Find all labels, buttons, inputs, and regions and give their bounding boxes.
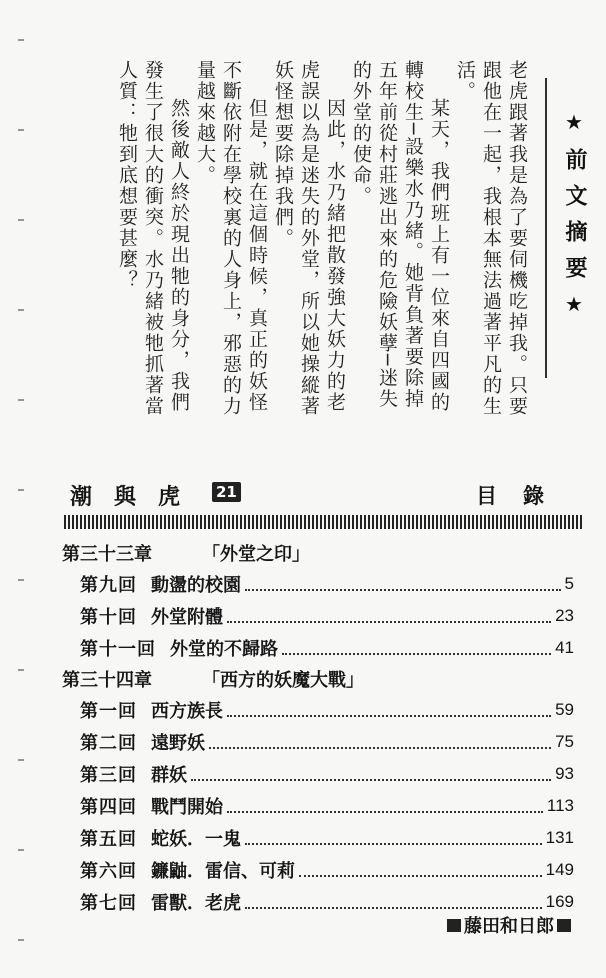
toc-episode-row xyxy=(62,854,574,886)
toc-episode-row xyxy=(62,632,574,664)
synopsis-paragraph: 因此，水乃緒把散發強大妖力的老虎誤以為是迷失的外堂，所以她操縱著妖怪想要除掉我們。 xyxy=(272,60,346,417)
episode-number: 第十回 xyxy=(80,607,137,628)
toc-chapter-row xyxy=(62,538,574,568)
toc-episode-row xyxy=(62,822,574,854)
toc-episode-row xyxy=(62,600,574,632)
dot-leader xyxy=(227,714,551,717)
synopsis-paragraph: 然後敵人終於現出牠的身分，我們發生了很大的衝突。水乃緒被牠抓著當人質：牠到底想要甚麼？ xyxy=(116,60,190,417)
toc-episode-row xyxy=(62,758,574,790)
episode-number: 第四回 xyxy=(80,797,137,818)
dot-leader xyxy=(245,588,561,591)
episode-title: 西方族長 xyxy=(151,701,223,722)
contents-label: 目錄 xyxy=(476,484,570,508)
star-icon: ★ xyxy=(562,110,586,148)
dot-leader xyxy=(282,652,551,655)
episode-title: 遠野妖 xyxy=(151,733,205,754)
star-icon: ★ xyxy=(562,292,586,330)
synopsis-text xyxy=(100,60,530,420)
episode-number: 第六回 xyxy=(80,861,137,882)
toc-episode-row xyxy=(62,726,574,758)
episode-title: 戰鬥開始 xyxy=(151,797,223,818)
dot-leader xyxy=(227,620,551,623)
table-of-contents xyxy=(62,538,574,918)
toc-episode-row xyxy=(62,790,574,822)
dot-leader xyxy=(209,746,551,749)
synopsis-title xyxy=(550,110,590,330)
toc-header xyxy=(70,478,580,514)
episode-number: 第九回 xyxy=(80,575,137,596)
page-number: 5 xyxy=(564,574,574,593)
synopsis-paragraph: 老虎跟著我是為了要伺機吃掉我。只要跟他在一起，我根本無法過著平凡的生活。 xyxy=(454,60,528,417)
episode-number: 第二回 xyxy=(80,733,137,754)
dot-leader xyxy=(299,874,542,877)
episode-title: 外堂附體 xyxy=(151,607,223,628)
toc-chapter-row xyxy=(62,664,574,694)
page-number: 41 xyxy=(555,638,574,657)
toc-episode-row xyxy=(62,694,574,726)
chapter-title: 「西方的妖魔大戰」 xyxy=(202,670,364,691)
author-name: 藤田和日郎 xyxy=(464,916,554,937)
author-credit xyxy=(444,912,574,938)
dot-leader xyxy=(245,906,542,909)
episode-number: 第一回 xyxy=(80,701,137,722)
dot-leader xyxy=(227,810,543,813)
episode-title: 雷獸．老虎 xyxy=(151,893,241,914)
page-number: 149 xyxy=(545,860,574,879)
page-number: 93 xyxy=(555,764,574,783)
synopsis-paragraph: 但是，就在這個時候，真正的妖怪不斷依附在學校裏的人身上，邪惡的力量越來越大。 xyxy=(194,60,268,417)
chapter-number: 第三十三章 xyxy=(62,544,152,565)
page-number: 75 xyxy=(555,732,574,751)
episode-title: 動盪的校園 xyxy=(151,575,241,596)
episode-number: 第十一回 xyxy=(80,639,156,660)
episode-number: 第七回 xyxy=(80,893,137,914)
block-icon xyxy=(447,919,461,932)
volume-badge: 21 xyxy=(212,482,241,502)
episode-number: 第五回 xyxy=(80,829,137,850)
page-number: 169 xyxy=(545,892,574,911)
dot-leader xyxy=(245,842,542,845)
page-number: 23 xyxy=(555,606,574,625)
page-number: 59 xyxy=(555,700,574,719)
episode-title: 鐮鼬．雷信、可莉 xyxy=(151,861,295,882)
page-number: 131 xyxy=(545,828,574,847)
toc-episode-row xyxy=(62,568,574,600)
binding-stitch-marks xyxy=(10,0,40,978)
header-ruler xyxy=(64,515,584,529)
episode-number: 第三回 xyxy=(80,765,137,786)
chapter-title: 「外堂之印」 xyxy=(202,544,310,565)
synopsis-paragraph: 某天，我們班上有一位來自四國的轉校生─設樂水乃緒。她背負著要除掉五年前從村莊逃出來的危險妖孽─迷失的外堂的使命。 xyxy=(350,60,450,413)
episode-title: 外堂的不歸路 xyxy=(170,639,278,660)
dot-leader xyxy=(191,778,551,781)
episode-title: 群妖 xyxy=(151,765,187,786)
episode-title: 蛇妖．一鬼 xyxy=(151,829,241,850)
chapter-number: 第三十四章 xyxy=(62,670,152,691)
page-number: 113 xyxy=(546,796,574,815)
block-icon xyxy=(557,919,571,932)
book-title: 潮與虎 xyxy=(70,485,203,510)
synopsis-title-text: 前文摘要 xyxy=(562,148,587,292)
